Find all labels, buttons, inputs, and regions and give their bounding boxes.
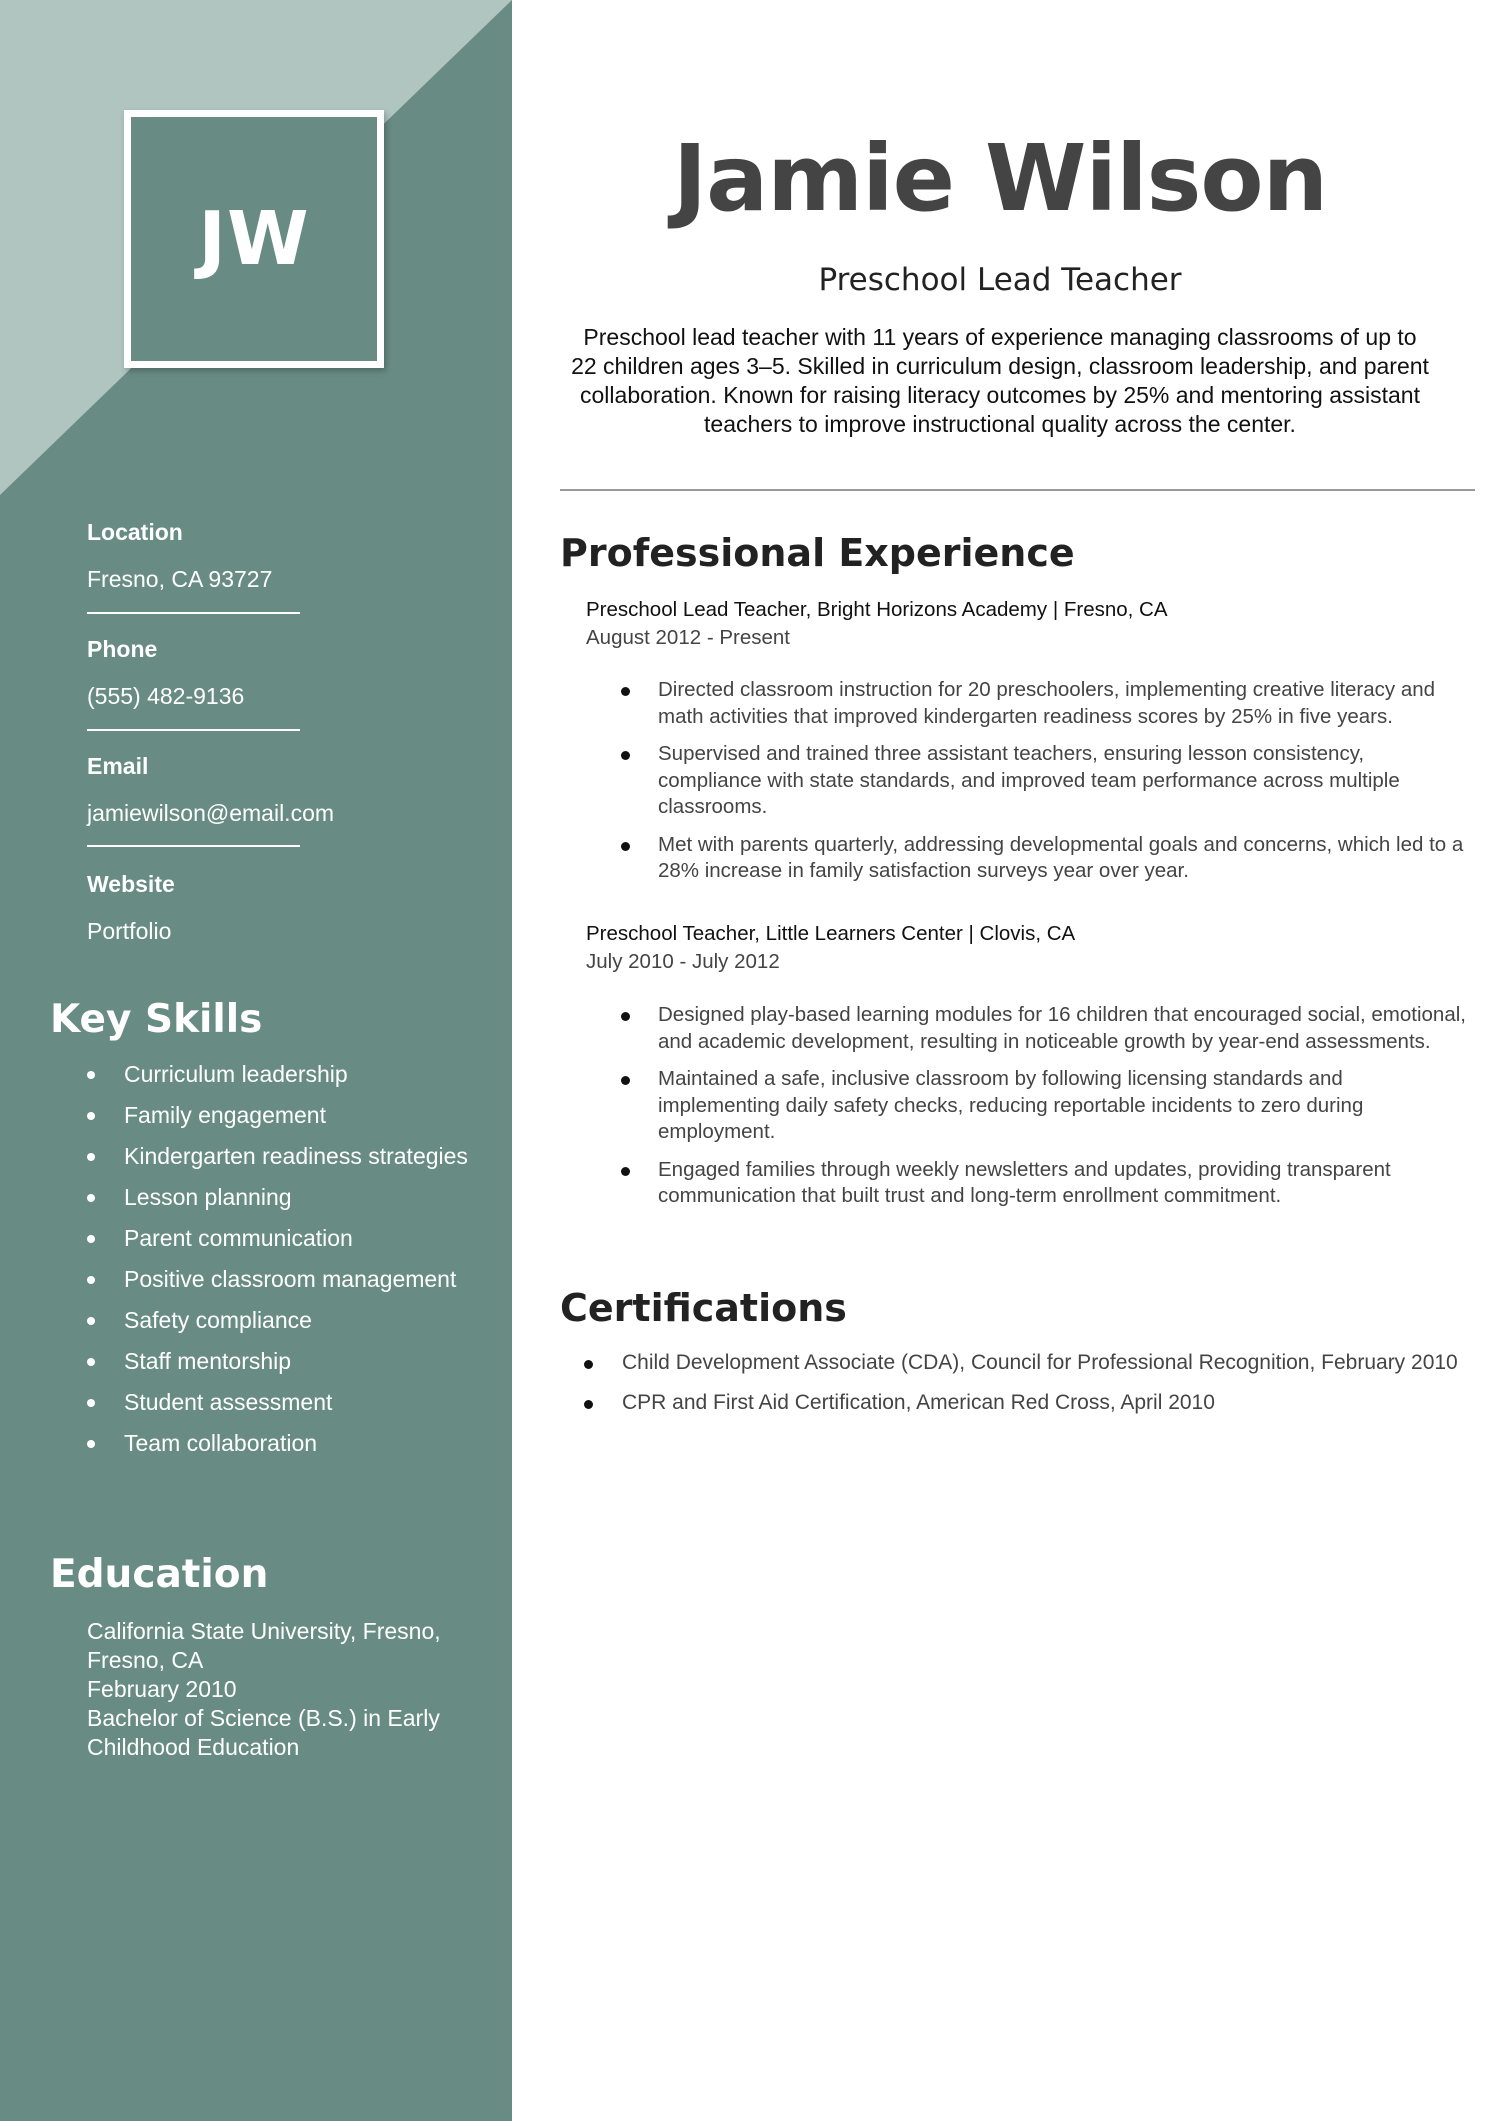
contact-divider <box>87 845 300 847</box>
job-bullet: Designed play-based learning modules for 16 children that encouraged social, emotional, and academic development, resulting in noticeable growth by year-end assessments. <box>620 1002 1470 1055</box>
candidate-title: Preschool Lead Teacher <box>818 262 1182 298</box>
job-dates: August 2012 - Present <box>586 626 790 649</box>
education-block <box>87 1617 487 1762</box>
monogram-initials: JW <box>198 196 310 282</box>
skill-item: Parent communication <box>87 1223 487 1253</box>
certifications-heading: Certifications <box>560 1286 847 1330</box>
contact-divider <box>87 612 300 614</box>
skill-item: Safety compliance <box>87 1305 487 1335</box>
education-date: February 2010 <box>87 1676 237 1702</box>
summary-paragraph: Preschool lead teacher with 11 years of experience managing classrooms of up to 22 children ages 3–5. Skilled in curriculum design, classroom leadership, and parent collaboration. Known for raising literacy outcomes by 25% and mentoring assistant teachers to improve instructional quality across the center. <box>571 324 1429 437</box>
job-title-line: Preschool Teacher, Little Learners Center | Clovis, CA <box>586 922 1076 945</box>
job-bullet-list <box>620 1002 1470 1221</box>
website-link[interactable]: Portfolio <box>87 918 172 944</box>
job-bullet: Directed classroom instruction for 20 preschoolers, implementing creative literacy and math activities that improved kindergarten readiness scores by 25% in five years. <box>620 677 1470 730</box>
education-degree: Bachelor of Science (B.S.) in Early Childhood Education <box>87 1705 440 1760</box>
skill-item: Team collaboration <box>87 1428 487 1458</box>
job-bullet-list <box>620 677 1470 896</box>
job-bullet: Engaged families through weekly newsletters and updates, providing transparent communication that built trust and long-term enrollment commitment. <box>620 1157 1470 1210</box>
skill-item: Curriculum leadership <box>87 1059 487 1089</box>
location-value: Fresno, CA 93727 <box>87 566 273 592</box>
education-heading: Education <box>50 1552 269 1597</box>
skill-item: Staff mentorship <box>87 1346 487 1376</box>
certification-item: Child Development Associate (CDA), Council for Professional Recognition, February 2010 <box>584 1349 1474 1377</box>
certification-item: CPR and First Aid Certification, American Red Cross, April 2010 <box>584 1389 1474 1417</box>
job-bullet: Met with parents quarterly, addressing developmental goals and concerns, which led to a 28% increase in family satisfaction surveys year over year. <box>620 832 1470 885</box>
certifications-list <box>584 1349 1474 1429</box>
job-bullet: Supervised and trained three assistant teachers, ensuring lesson consistency, compliance with state standards, and improved team performance across multiple classrooms. <box>620 741 1470 821</box>
monogram-box <box>124 110 384 368</box>
candidate-name: Jamie Wilson <box>672 125 1328 232</box>
phone-label: Phone <box>87 636 158 662</box>
location-label: Location <box>87 519 183 545</box>
job-dates: July 2010 - July 2012 <box>586 950 780 973</box>
education-school: California State University, Fresno, Fresno, CA <box>87 1618 441 1673</box>
job-bullet: Maintained a safe, inclusive classroom by following licensing standards and implementing daily safety checks, reducing reportable incidents to zero during employment. <box>620 1066 1470 1146</box>
skill-item: Positive classroom management <box>87 1264 487 1294</box>
skills-list <box>87 1059 487 1469</box>
skill-item: Lesson planning <box>87 1182 487 1212</box>
skill-item: Student assessment <box>87 1387 487 1417</box>
experience-heading: Professional Experience <box>560 531 1075 575</box>
header-divider <box>560 489 1475 491</box>
email-label: Email <box>87 753 149 779</box>
contact-divider <box>87 729 300 731</box>
phone-value: (555) 482-9136 <box>87 683 245 709</box>
skill-item: Kindergarten readiness strategies <box>87 1141 487 1171</box>
sidebar <box>0 0 512 2121</box>
job-title-line: Preschool Lead Teacher, Bright Horizons Academy | Fresno, CA <box>586 598 1168 621</box>
skills-heading: Key Skills <box>50 997 263 1042</box>
skill-item: Family engagement <box>87 1100 487 1130</box>
email-value[interactable]: jamiewilson@email.com <box>87 800 335 826</box>
website-label: Website <box>87 871 175 897</box>
